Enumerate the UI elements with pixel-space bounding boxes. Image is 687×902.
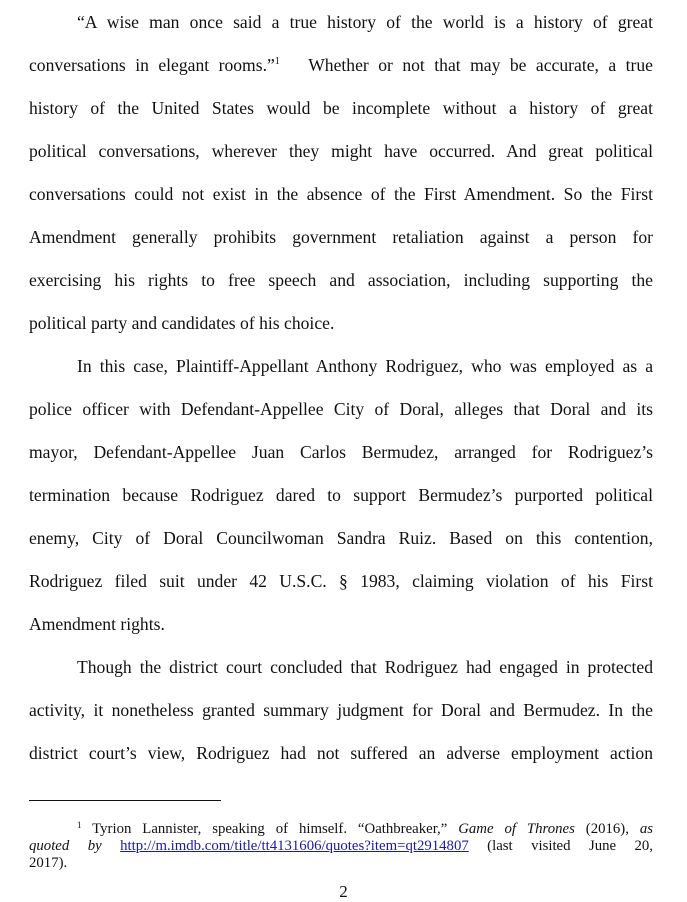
body-line: political conversations, wherever they might have occurred. And great political: [29, 141, 653, 161]
page-number: 2: [339, 882, 348, 901]
footnote-show-title: Game of Thrones: [458, 821, 575, 837]
footnote-line: 2017).: [29, 855, 68, 871]
body-line: exercising his rights to free speech and association, including supporting the: [29, 270, 653, 290]
body-line: activity, it nonetheless granted summary judgment for Doral and Bermudez. In the: [29, 700, 653, 720]
body-line: political party and candidates of his choice.: [29, 313, 335, 333]
body-text: Whether or not that may be accurate, a true: [308, 55, 653, 75]
body-text: conversations in elegant rooms.”: [29, 55, 275, 75]
footnote-separator: [29, 800, 221, 801]
body-line: enemy, City of Doral Councilwoman Sandra Ruiz. Based on this contention,: [29, 528, 653, 548]
body-line: police officer with Defendant-Appellee City of Doral, alleges that Doral and its: [29, 399, 653, 419]
body-line: history of the United States would be incomplete without a history of great: [29, 98, 653, 118]
footnote-number: 1: [77, 820, 82, 830]
footnote-reference[interactable]: 1: [274, 56, 280, 67]
body-line: Amendment rights.: [29, 614, 165, 634]
imdb-quote-link[interactable]: http://m.imdb.com/title/tt4131606/quotes?item=qt2914807: [120, 838, 469, 854]
footnote-line: quoted by http://m.imdb.com/title/tt4131606/quotes?item=qt2914807 (last visited June 20,: [29, 838, 653, 854]
body-line: [29, 54, 653, 76]
body-line: “A wise man once said a true history of the world is a history of great: [77, 12, 653, 32]
body-line: conversations could not exist in the absence of the First Amendment. So the First: [29, 184, 653, 204]
body-line: mayor, Defendant-Appellee Juan Carlos Bermudez, arranged for Rodriguez’s: [29, 442, 653, 462]
body-line: Amendment generally prohibits government retaliation against a person for: [29, 227, 653, 247]
footnote-line: $^1$ Tyrion Lannister, speaking of himself. “Oathbreaker,” Game of Thrones (2016), as: [77, 820, 654, 837]
body-line: Though the district court concluded that Rodriguez had engaged in protected: [77, 657, 653, 677]
body-line: termination because Rodriguez dared to support Bermudez’s purported political: [29, 485, 653, 505]
body-line: Rodriguez filed suit under 42 U.S.C. § 1983, claiming violation of his First: [29, 571, 653, 591]
body-line: In this case, Plaintiff-Appellant Anthony Rodriguez, who was employed as a: [77, 356, 653, 376]
body-line: district court’s view, Rodriguez had not suffered an adverse employment action: [29, 743, 653, 763]
